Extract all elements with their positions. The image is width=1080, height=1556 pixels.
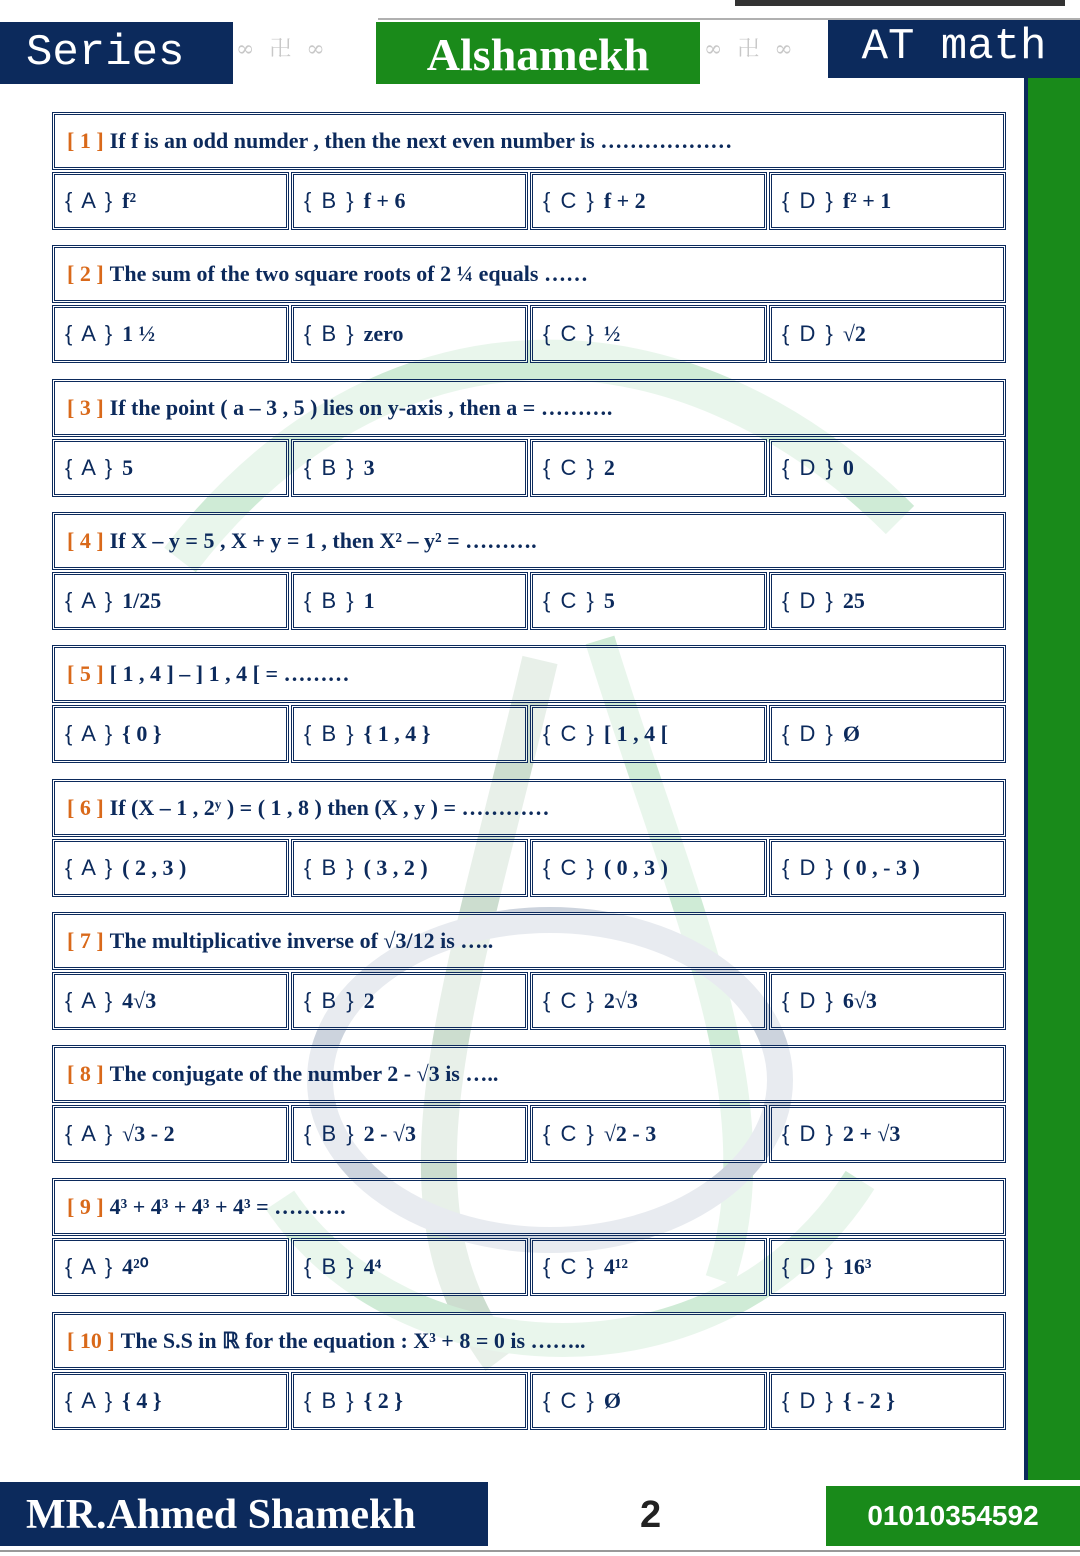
option-label: { B }	[304, 721, 356, 746]
option-text: { 2 }	[363, 1388, 403, 1413]
question-row	[52, 379, 1006, 437]
option-label: { C }	[543, 1254, 596, 1279]
answer-option[interactable]	[530, 572, 767, 630]
question-row	[52, 779, 1006, 837]
answer-option[interactable]	[769, 439, 1006, 497]
formula-decoration-icon: ∞ 卍 ∞	[704, 37, 797, 62]
question-number: [ 5 ]	[67, 661, 104, 686]
question-number: [ 3 ]	[67, 395, 104, 420]
answer-option[interactable]	[769, 172, 1006, 230]
answer-option[interactable]	[530, 305, 767, 363]
option-label: { A }	[65, 721, 115, 746]
option-label: { D }	[782, 1254, 835, 1279]
option-label: { C }	[543, 321, 596, 346]
option-text: 4²⁰	[122, 1254, 149, 1279]
option-text: √2	[842, 321, 866, 346]
option-text: 4√3	[122, 988, 157, 1013]
answer-option[interactable]	[291, 839, 528, 897]
question-text: The S.S in ℝ for the equation : X³ + 8 = 0 is ……..	[120, 1328, 586, 1353]
answer-option[interactable]	[52, 1238, 289, 1296]
answer-option[interactable]	[769, 705, 1006, 763]
question-block	[52, 645, 1006, 763]
option-label: { C }	[543, 855, 596, 880]
options-row	[52, 1372, 1006, 1430]
option-label: { A }	[65, 1388, 115, 1413]
question-number: [ 1 ]	[67, 128, 104, 153]
options-row	[52, 1105, 1006, 1163]
answer-option[interactable]	[291, 1372, 528, 1430]
option-text: f + 6	[363, 188, 406, 213]
option-text: √2 - 3	[603, 1121, 657, 1146]
footer-divider	[0, 1550, 1080, 1552]
option-text: { 1 , 4 }	[363, 721, 431, 746]
options-row	[52, 972, 1006, 1030]
question-number: [ 9 ]	[67, 1194, 104, 1219]
brand-title: Alshamekh	[376, 22, 700, 84]
question-number: [ 4 ]	[67, 528, 104, 553]
answer-option[interactable]	[769, 1372, 1006, 1430]
option-label: { D }	[782, 855, 835, 880]
header-top-bar	[735, 0, 1065, 6]
option-text: 2	[363, 988, 375, 1013]
option-text: 4⁴	[363, 1254, 382, 1279]
question-block	[52, 512, 1006, 630]
answer-option[interactable]	[52, 572, 289, 630]
answer-option[interactable]	[530, 705, 767, 763]
answer-option[interactable]	[52, 1372, 289, 1430]
answer-option[interactable]	[769, 305, 1006, 363]
option-label: { C }	[543, 188, 596, 213]
option-label: { A }	[65, 321, 115, 346]
option-label: { A }	[65, 988, 115, 1013]
question-block	[52, 912, 1006, 1030]
option-text: 1 ½	[122, 321, 156, 346]
question-text: If the point ( a – 3 , 5 ) lies on y-axis , then a = ……….	[109, 395, 613, 420]
question-row	[52, 112, 1006, 170]
question-row	[52, 912, 1006, 970]
answer-option[interactable]	[52, 972, 289, 1030]
option-label: { B }	[304, 455, 356, 480]
question-block	[52, 1045, 1006, 1163]
side-strip	[1028, 78, 1080, 1480]
options-row	[52, 439, 1006, 497]
options-row	[52, 839, 1006, 897]
option-label: { C }	[543, 721, 596, 746]
option-label: { D }	[782, 1121, 835, 1146]
option-text: 2√3	[603, 988, 638, 1013]
answer-option[interactable]	[52, 172, 289, 230]
answer-option[interactable]	[769, 1238, 1006, 1296]
series-tag: Series	[0, 22, 233, 84]
option-text: f + 2	[603, 188, 646, 213]
question-block	[52, 1178, 1006, 1296]
options-row	[52, 172, 1006, 230]
option-text: zero	[363, 321, 404, 346]
option-label: { D }	[782, 988, 835, 1013]
question-text: The multiplicative inverse of √3/12 is …..	[109, 928, 494, 953]
answer-option[interactable]	[530, 972, 767, 1030]
option-label: { B }	[304, 188, 356, 213]
option-label: { D }	[782, 321, 835, 346]
question-text: 4³ + 4³ + 4³ + 4³ = ……….	[109, 1194, 346, 1219]
option-text: 6√3	[842, 988, 877, 1013]
question-text: If f is an odd numder , then the next even number is ………………	[109, 128, 733, 153]
answer-option[interactable]	[291, 1105, 528, 1163]
question-text: The sum of the two square roots of 2 ¼ equals ……	[109, 261, 588, 286]
page-header	[0, 0, 1080, 92]
option-text: 2	[603, 455, 615, 480]
option-text: 0	[842, 455, 854, 480]
option-text: 3	[363, 455, 375, 480]
option-label: { C }	[543, 1388, 596, 1413]
page-number: 2	[640, 1494, 662, 1536]
answer-option[interactable]	[530, 1105, 767, 1163]
question-number: [ 6 ]	[67, 795, 104, 820]
option-text: ( 3 , 2 )	[363, 855, 428, 880]
question-number: [ 7 ]	[67, 928, 104, 953]
option-text: [ 1 , 4 [	[603, 721, 668, 746]
question-block	[52, 1312, 1006, 1430]
option-label: { A }	[65, 1254, 115, 1279]
option-text: ½	[603, 321, 621, 346]
option-label: { A }	[65, 455, 115, 480]
option-text: { 4 }	[122, 1388, 162, 1413]
answer-option[interactable]	[291, 572, 528, 630]
option-label: { A }	[65, 855, 115, 880]
question-number: [ 10 ]	[67, 1328, 115, 1353]
option-text: 16³	[842, 1254, 872, 1279]
answer-option[interactable]	[769, 972, 1006, 1030]
option-label: { D }	[782, 588, 835, 613]
option-label: { B }	[304, 1388, 356, 1413]
question-row	[52, 645, 1006, 703]
option-text: { 0 }	[122, 721, 162, 746]
question-block	[52, 245, 1006, 363]
question-row	[52, 245, 1006, 303]
option-text: 4¹²	[603, 1254, 629, 1279]
option-label: { B }	[304, 1254, 356, 1279]
option-text: Ø	[842, 721, 860, 746]
option-text: 2 - √3	[363, 1121, 416, 1146]
question-text: The conjugate of the number 2 - √3 is …..	[109, 1061, 499, 1086]
option-label: { C }	[543, 588, 596, 613]
answer-option[interactable]	[769, 839, 1006, 897]
answer-option[interactable]	[52, 839, 289, 897]
question-text: If (X – 1 , 2ʸ ) = ( 1 , 8 ) then (X , y ) = …………	[109, 795, 550, 820]
answer-option[interactable]	[530, 1372, 767, 1430]
option-text: 5	[122, 455, 134, 480]
formula-decoration-icon: ∞ 卍 ∞	[236, 37, 329, 62]
option-label: { D }	[782, 188, 835, 213]
answer-option[interactable]	[769, 572, 1006, 630]
option-label: { A }	[65, 588, 115, 613]
option-text: 1/25	[122, 588, 162, 613]
option-label: { D }	[782, 721, 835, 746]
question-row	[52, 512, 1006, 570]
answer-option[interactable]	[291, 305, 528, 363]
answer-option[interactable]	[52, 305, 289, 363]
answer-option[interactable]	[52, 439, 289, 497]
answer-option[interactable]	[291, 972, 528, 1030]
option-text: f² + 1	[842, 188, 892, 213]
option-label: { C }	[543, 1121, 596, 1146]
question-block	[52, 112, 1006, 230]
subject-tag: AT math	[828, 20, 1080, 78]
options-row	[52, 572, 1006, 630]
option-text: Ø	[603, 1388, 621, 1413]
option-text: ( 0 , - 3 )	[842, 855, 920, 880]
option-label: { B }	[304, 988, 356, 1013]
answer-option[interactable]	[291, 705, 528, 763]
question-text: If X – y = 5 , X + y = 1 , then X² – y² = ……….	[109, 528, 537, 553]
question-row	[52, 1178, 1006, 1236]
option-text: { - 2 }	[842, 1388, 895, 1413]
phone-number: 01010354592	[826, 1486, 1080, 1546]
option-text: 2 + √3	[842, 1121, 901, 1146]
option-text: ( 2 , 3 )	[122, 855, 187, 880]
question-number: [ 2 ]	[67, 261, 104, 286]
options-row	[52, 705, 1006, 763]
option-label: { C }	[543, 455, 596, 480]
answer-option[interactable]	[52, 1105, 289, 1163]
option-label: { A }	[65, 188, 115, 213]
answer-option[interactable]	[530, 839, 767, 897]
options-row	[52, 1238, 1006, 1296]
answer-option[interactable]	[530, 172, 767, 230]
option-label: { B }	[304, 588, 356, 613]
author-name: MR.Ahmed Shamekh	[0, 1482, 488, 1546]
option-text: f²	[122, 188, 137, 213]
option-text: √3 - 2	[122, 1121, 175, 1146]
option-text: 5	[603, 588, 615, 613]
answer-option[interactable]	[291, 1238, 528, 1296]
option-label: { D }	[782, 1388, 835, 1413]
option-label: { D }	[782, 455, 835, 480]
option-label: { B }	[304, 321, 356, 346]
question-row	[52, 1312, 1006, 1370]
option-text: ( 0 , 3 )	[603, 855, 668, 880]
option-text: 1	[363, 588, 375, 613]
answer-option[interactable]	[530, 439, 767, 497]
option-label: { A }	[65, 1121, 115, 1146]
question-row	[52, 1045, 1006, 1103]
answer-option[interactable]	[291, 172, 528, 230]
option-label: { B }	[304, 1121, 356, 1146]
option-label: { B }	[304, 855, 356, 880]
answer-option[interactable]	[769, 1105, 1006, 1163]
question-block	[52, 379, 1006, 497]
question-number: [ 8 ]	[67, 1061, 104, 1086]
answer-option[interactable]	[291, 439, 528, 497]
option-label: { C }	[543, 988, 596, 1013]
question-block	[52, 779, 1006, 897]
answer-option[interactable]	[530, 1238, 767, 1296]
question-text: [ 1 , 4 ] – ] 1 , 4 [ = ………	[109, 661, 350, 686]
options-row	[52, 305, 1006, 363]
answer-option[interactable]	[52, 705, 289, 763]
option-text: 25	[842, 588, 865, 613]
